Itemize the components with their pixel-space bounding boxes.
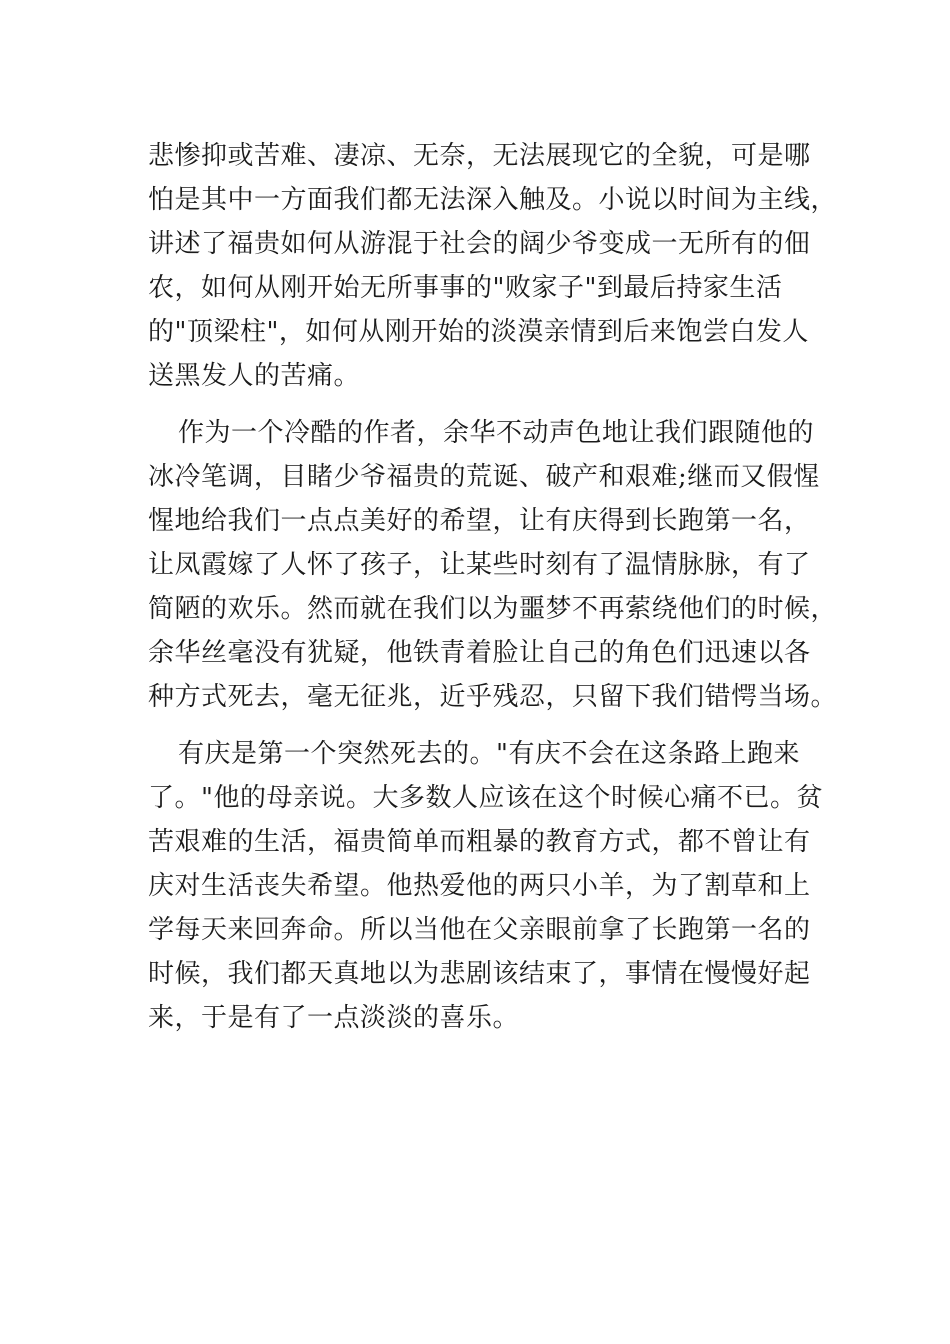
paragraph-line: 了。"他的母亲说。大多数人应该在这个时候心痛不已。贫: [148, 783, 823, 813]
paragraph-line: 来，于是有了一点淡淡的喜乐。: [148, 1003, 520, 1033]
paragraph-line: 讲述了福贵如何从游混于社会的阔少爷变成一无所有的佃: [148, 229, 811, 259]
paragraph-line: 农，如何从刚开始无所事事的"败家子"到最后持家生活: [148, 273, 783, 303]
paragraph-line: 学每天来回奔命。所以当他在父亲眼前拿了长跑第一名的: [148, 915, 811, 945]
paragraph-2: [148, 411, 838, 719]
paragraph-3: [148, 732, 823, 1040]
paragraph-line: 种方式死去，毫无征兆，近乎残忍，只留下我们错愕当场。: [148, 682, 838, 712]
paragraph-line: 余华丝毫没有犹疑，他铁青着脸让自己的角色们迅速以各: [148, 638, 811, 668]
paragraph-line: 庆对生活丧失希望。他热爱他的两只小羊，为了割草和上: [148, 871, 811, 901]
document-body: [148, 134, 838, 1053]
paragraph-1: [148, 134, 838, 398]
paragraph-line: 怕是其中一方面我们都无法深入触及。小说以时间为主线，: [148, 185, 838, 215]
paragraph-line: 作为一个冷酷的作者，余华不动声色地让我们跟随他的: [178, 418, 815, 448]
paragraph-line: 让凤霞嫁了人怀了孩子，让某些时刻有了温情脉脉，有了: [148, 550, 811, 580]
paragraph-line: 苦艰难的生活，福贵简单而粗暴的教育方式，都不曾让有: [148, 827, 811, 857]
paragraph-line: 的"顶梁柱"，如何从刚开始的淡漠亲情到后来饱尝白发人: [148, 317, 809, 347]
paragraph-line: 冰冷笔调，目睹少爷福贵的荒诞、破产和艰难;继而又假惺: [148, 462, 820, 492]
paragraph-line: 送黑发人的苦痛。: [148, 361, 361, 391]
paragraph-line: 时候，我们都天真地以为悲剧该结束了，事情在慢慢好起: [148, 959, 811, 989]
paragraph-line: 悲惨抑或苦难、凄凉、无奈，无法展现它的全貌，可是哪: [148, 141, 811, 171]
paragraph-line: 有庆是第一个突然死去的。"有庆不会在这条路上跑来: [178, 739, 800, 769]
paragraph-line: 惺地给我们一点点美好的希望，让有庆得到长跑第一名，: [148, 506, 811, 536]
paragraph-line: 简陋的欢乐。然而就在我们以为噩梦不再萦绕他们的时候，: [148, 594, 838, 624]
